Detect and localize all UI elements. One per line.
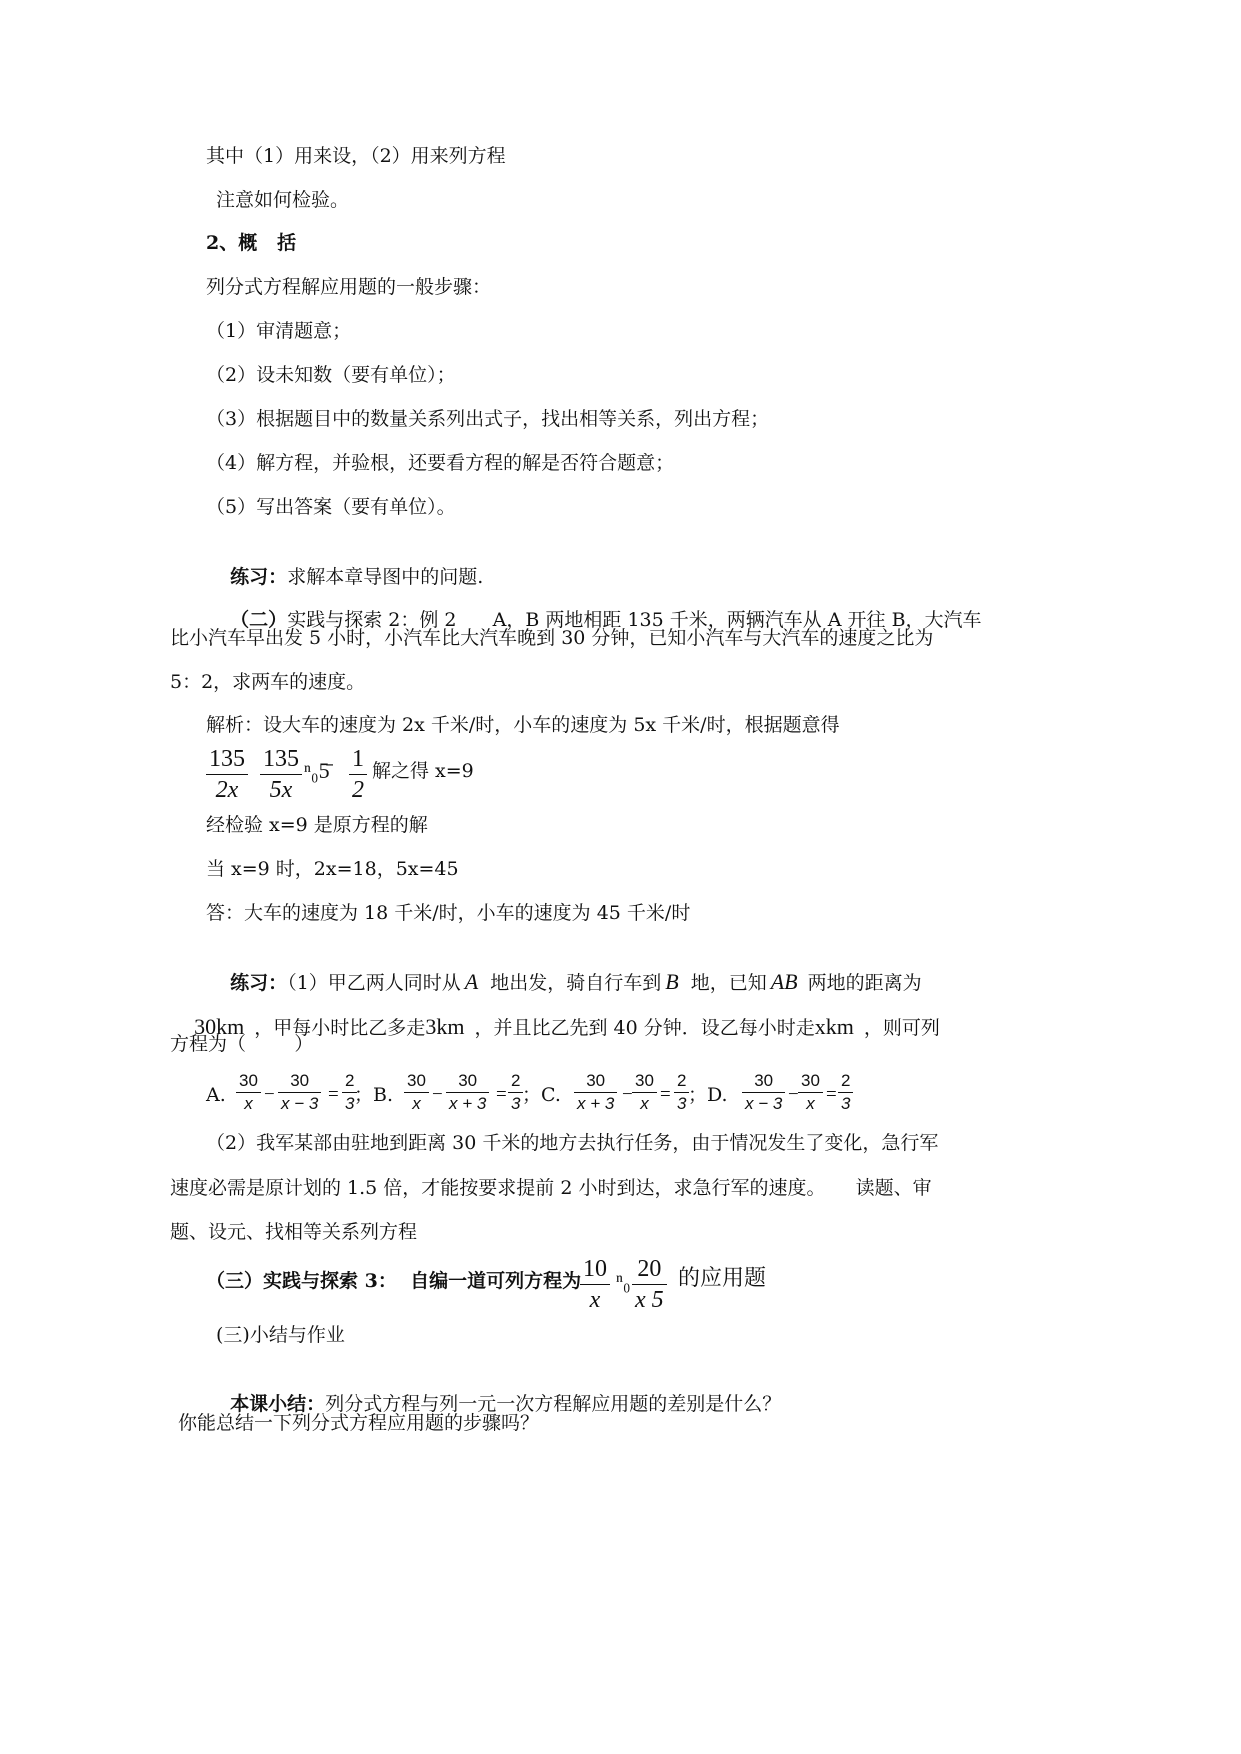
option-a-fraction-3: 2 3: [342, 1070, 357, 1115]
practice-3-heading: （三）实践与探索 3： 自编一道可列方程为: [206, 1270, 582, 1292]
step-5: （5）写出答案（要有单位）。: [206, 496, 456, 518]
option-b-equals: =: [496, 1084, 507, 1105]
para-steps-note: 其中（1）用来设，（2）用来列方程: [206, 145, 506, 167]
practice-text: 求解本章导图中的问题.: [287, 566, 484, 588]
option-d-label: ；D.: [688, 1084, 728, 1106]
equation-2-fraction-2: 20 x 5: [632, 1254, 667, 1315]
practice-2-line3: 方程为（ ）: [170, 1033, 314, 1055]
option-d-fraction-1: 30 x − 3: [742, 1070, 785, 1115]
equation-1-fraction-1: 135 2x: [206, 744, 248, 805]
option-c-equals: =: [660, 1084, 671, 1105]
lesson-summary-label: 本课小结：: [230, 1393, 326, 1415]
practice-2-line2: 30km ，甲每小时比乙多走3km ，并且比乙先到 40 分钟．设乙每小时走xkm ，则可列: [194, 1014, 940, 1039]
option-c-minus: −: [622, 1084, 633, 1105]
option-b-fraction-2: 30 x + 3: [446, 1070, 489, 1115]
point-b: B: [665, 969, 679, 994]
option-d-minus: −: [788, 1084, 799, 1105]
substitution-line: 当 x=9 时，2x=18，5x=45: [206, 858, 459, 880]
option-a-equals: =: [328, 1084, 339, 1105]
equation-2-fraction-1: 10 x: [580, 1254, 610, 1315]
example-2-line3: 5：2，求两车的速度。: [170, 671, 366, 693]
analysis-line: 解析：设大车的速度为 2x 千米/时，小车的速度为 5x 千米/时，根据题意得: [206, 714, 840, 736]
point-a: A: [464, 969, 479, 994]
practice-label: 练习：: [230, 566, 288, 588]
option-b-minus: −: [432, 1084, 443, 1105]
option-a-label: A.: [206, 1084, 226, 1106]
option-b-fraction-3: 2 3: [508, 1070, 523, 1115]
step-4: （4）解方程，并验根，还要看方程的解是否符合题意；: [206, 452, 675, 474]
para-general-steps: 列分式方程解应用题的一般步骤：: [206, 276, 492, 298]
equation-2-garbled-symbols: ⁿ₀: [616, 1268, 631, 1293]
answer-line: 答：大车的速度为 18 千米/时，小车的速度为 45 千米/时: [206, 902, 691, 924]
example-2-label: （二）: [230, 609, 288, 631]
option-b-fraction-1: 30 x: [404, 1070, 429, 1115]
step-3: （3）根据题目中的数量关系列出式子，找出相等关系，列出方程；: [206, 408, 770, 430]
problem-2-line2: 速度必需是原计划的 1.5 倍，才能按要求提前 2 小时到达，求急行军的速度。 读题、审: [170, 1177, 932, 1199]
option-b-label: ；B.: [354, 1084, 394, 1106]
equation-1-garbled-symbols: ⁿ₀5̄: [304, 758, 330, 783]
verification-line: 经检验 x=9 是原方程的解: [206, 814, 428, 836]
equation-1-solution: 解之得 x=9: [372, 760, 474, 782]
distance-30km: 30km: [194, 1014, 245, 1039]
closing-question: 你能总结一下列分式方程应用题的步骤吗？: [178, 1412, 540, 1434]
lesson-summary-text: 列分式方程与列一元一次方程解应用题的差别是什么？: [325, 1393, 782, 1415]
summary-heading: (三)小结与作业: [216, 1324, 345, 1346]
problem-2-line3: 题、设元、找相等关系列方程: [170, 1221, 418, 1243]
step-2: （2）设未知数（要有单位）；: [206, 364, 456, 386]
speed-3km: 3km: [425, 1014, 465, 1039]
option-d-equals: =: [826, 1084, 837, 1105]
practice-2-label: 练习：: [230, 972, 288, 994]
example-2-text: 实践与探索 2：例 2 A，B 两地相距 135 千米，两辆汽车从 A 开往 B，大汽车: [287, 609, 982, 631]
option-a-fraction-1: 30 x: [236, 1070, 261, 1115]
equation-1-fraction-3: 1 2: [349, 744, 367, 805]
option-c-label: ；C.: [522, 1084, 561, 1106]
segment-ab: AB: [770, 969, 798, 994]
para-check-note: 注意如何检验。: [216, 189, 350, 211]
option-d-fraction-3: 2 3: [838, 1070, 853, 1115]
option-c-fraction-3: 2 3: [674, 1070, 689, 1115]
option-d-fraction-2: 30 x: [798, 1070, 823, 1115]
example-2-line2: 比小汽车早出发 5 小时，小汽车比大汽车晚到 30 分钟，已知小汽车与大汽车的速度之比为: [170, 627, 934, 649]
practice-3-tail: 的应用题: [678, 1266, 767, 1291]
step-1: （1）审清题意；: [206, 320, 352, 342]
option-a-fraction-2: 30 x − 3: [278, 1070, 321, 1115]
option-c-fraction-2: 30 x: [632, 1070, 657, 1115]
equation-1-fraction-2: 135 5x: [260, 744, 302, 805]
option-a-minus: −: [264, 1084, 275, 1105]
speed-xkm: xkm: [814, 1014, 854, 1039]
problem-2-line1: （2）我军某部由驻地到距离 30 千米的地方去执行任务，由于情况发生了变化，急行军: [206, 1132, 939, 1154]
practice-2-line1: 练习：（1）甲乙两人同时从 A 地出发，骑自行车到 B 地，已知 AB 两地的距离为: [230, 969, 922, 994]
option-c-fraction-1: 30 x + 3: [574, 1070, 617, 1115]
section-heading-summary: 2、概 括: [206, 232, 297, 254]
